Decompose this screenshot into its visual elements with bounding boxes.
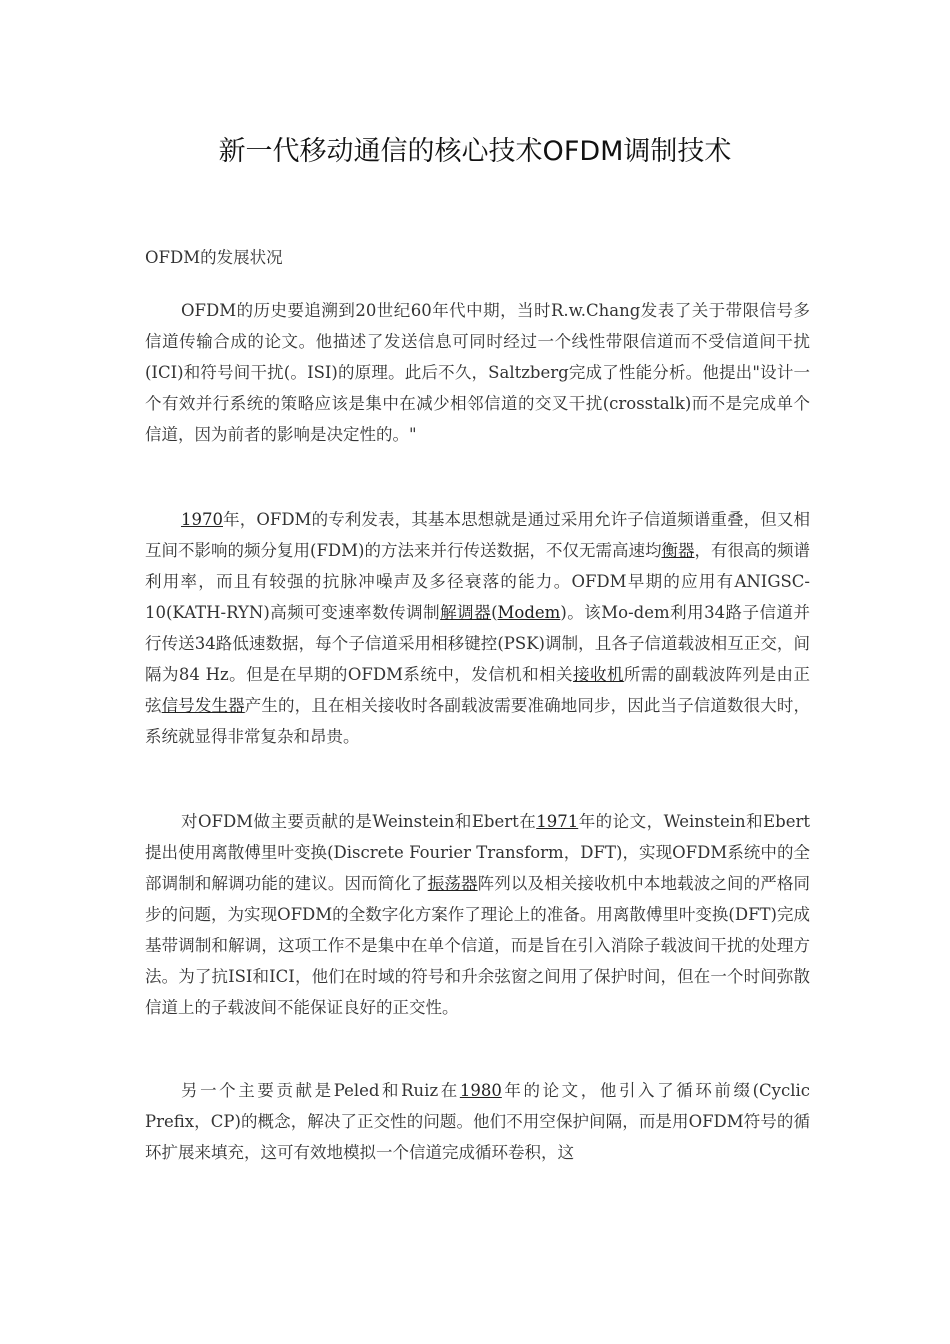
paragraph-4 [145, 1075, 810, 1168]
inline-link[interactable]: 接收机 [573, 665, 624, 684]
paragraph-2 [145, 504, 810, 752]
inline-link[interactable]: Modem [497, 603, 561, 622]
paragraph-text: 产生的，且在相关接收时各副载波需要准确地同步，因此当子信道数很大时，系统就显得非常复杂和昂贵。 [145, 696, 811, 746]
document-title: 新一代移动通信的核心技术OFDM调制技术 [218, 136, 732, 167]
paragraph-3 [145, 806, 810, 1023]
paragraph-text: 年，OFDM的专利发表，其基本思想就是通过采用允许子信道频谱重叠，但又相互间不影响的频分复用(FDM)的方法来并行传送数据，不仅无需高速均 [145, 510, 810, 560]
paragraph-text: 年的论文，他引入了循环前缀(Cyclic Prefix，CP)的概念，解决了正交性的问题。他们不用空保护间隔，而是用OFDM符号的循环扩展来填充，这可有效地模拟一个信道完成循环卷积，这 [145, 1081, 811, 1162]
paragraph-text: 年的论文，Weinstein和Ebert提出使用离散傅里叶变换(Discrete Fourier Transform，DFT)，实现OFDM系统中的全部调制和解调功能的建议。因而简化了 [145, 812, 810, 893]
inline-link[interactable]: 解调器 [440, 603, 492, 622]
paragraph-text: 对OFDM做主要贡献的是Weinstein和Ebert在 [181, 812, 537, 831]
inline-link[interactable]: 1970 [181, 510, 223, 529]
section-heading: OFDM的发展状况 [145, 248, 283, 267]
paragraph-text: )。该Mo-dem利用34路子信道并行传送34路低速数据，每个子信道采用相移键控(PSK)调制，且各子信道载波相互正交，间隔为84 Hz。但是在早期的OFDM系统中，发信机和相关 [145, 603, 811, 684]
inline-link[interactable]: 1971 [536, 812, 579, 831]
paragraph-1 [145, 295, 810, 450]
inline-link[interactable]: 振荡器 [427, 874, 478, 893]
paragraph-text: 所需的副载波阵列是由正弦 [145, 665, 811, 715]
inline-link[interactable]: 信号发生器 [161, 696, 245, 715]
paragraph-text: 阵列以及相关接收机中本地载波之间的严格同步的问题，为实现OFDM的全数字化方案作了理论上的准备。用离散傅里叶变换(DFT)完成基带调制和解调，这项工作不是集中在单个信道，而是旨在引入消除子载波间干扰的处理方法。为了抗ISI和ICI，他们在时域的符号和升余弦窗之间用了保护时间，但在一个时间弥散信道上的子载波间不能保证良好的正交性。 [145, 874, 811, 1017]
inline-link[interactable]: 衡器 [661, 541, 695, 560]
paragraph-text: ，有很高的频谱利用率，而且有较强的抗脉冲噪声及多径衰落的能力。OFDM早期的应用有ANIGSC-10(KATH-RYN)高频可变速率数传调制 [145, 541, 811, 622]
paragraph-text: OFDM的历史要追溯到20世纪60年代中期，当时R.w.Chang发表了关于带限信号多信道传输合成的论文。他描述了发送信息可同时经过一个线性带限信道而不受信道间干扰(ICI)和符号间干扰(。ISI)的原理。此后不久，Saltzberg完成了性能分析。他提出"设计一个有效并行系统的策略应该是集中在减少相邻信道的交叉干扰(crosstalk)而不是完成单个信道，因为前者的影响是决定性的。" [145, 301, 810, 444]
paragraph-text: 另一个主要贡献是Peled和Ruiz在 [181, 1081, 460, 1100]
paragraph-text: ( [491, 603, 498, 622]
inline-link[interactable]: 1980 [459, 1081, 502, 1100]
